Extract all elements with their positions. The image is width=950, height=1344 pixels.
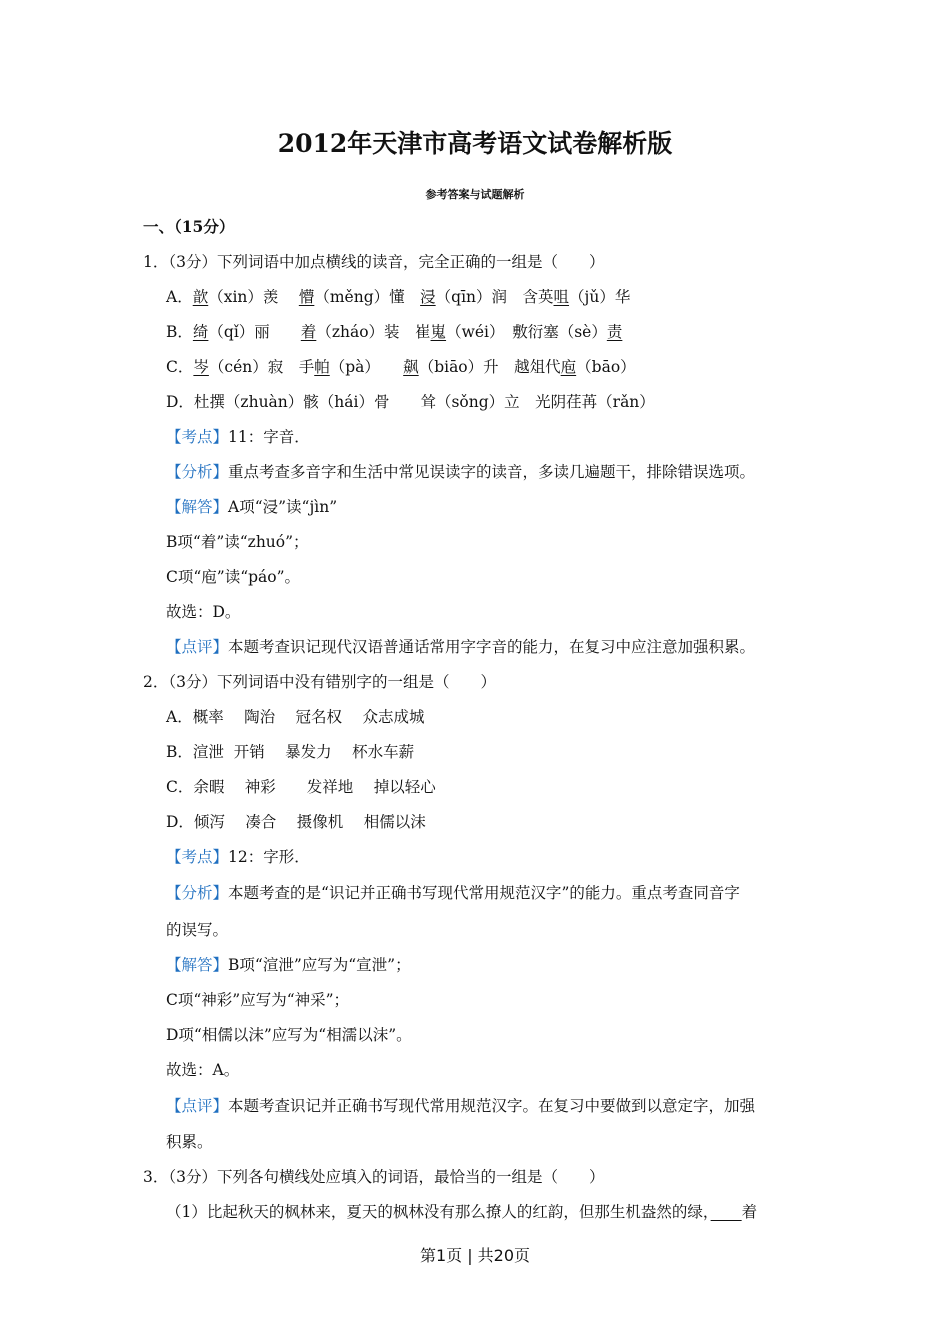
text-segment: 重点考查多音字和生活中常见误读字的读音，多读几遍题干，排除错误选项。 [228,463,756,481]
text-segment: A．概率 陶治 冠名权 众志成城 [166,708,425,726]
underlined-text: 着 [300,323,317,341]
text-segment: 的误写。 [166,921,229,939]
text-segment: A项“浸”读“jìn” [228,498,338,516]
text-segment: B．渲泄 开销 暴发力 杯水车薪 [166,743,415,761]
text-segment: （bāo） [576,358,636,376]
text-segment: B项“渲泄”应写为“宣泄”； [228,956,411,974]
text-segment: C． [166,358,194,376]
text-line [166,1202,757,1222]
text-segment: 着 [741,1203,758,1221]
text-segment: （wéi） 敷衍塞（sè） [446,323,607,341]
text-line [143,672,496,692]
text-line [143,252,604,272]
page-footer: 第1页 | 共20页 [419,1246,531,1265]
text-line [166,1096,755,1116]
text-segment: 2．（3分）下列词语中没有错别字的一组是（ ） [143,673,496,691]
section-tag: 【解答】 [166,956,229,974]
text-line [166,777,436,797]
text-line [166,602,240,622]
underlined-text: 绮 [192,323,209,341]
text-line [166,883,740,903]
text-segment: A． [166,288,193,306]
text-segment: （pà） [329,358,404,376]
text-line [166,287,630,307]
section-tag: 【解答】 [166,498,229,516]
text-segment: （jǔ）华 [569,288,631,306]
text-segment: D．倾泻 凑合 摄像机 相儒以沫 [166,813,426,831]
underlined-text: 懵 [298,288,315,306]
section-tag: 【点评】 [166,1097,229,1115]
section-heading: 一、（15分） [143,217,235,236]
text-segment: （xin）羡 [208,288,299,306]
text-line [166,392,655,412]
text-segment: （měng）懂 [314,288,421,306]
section-tag: 【点评】 [166,638,229,656]
text-segment: （cén）寂 手 [208,358,315,376]
text-line [166,742,414,762]
text-segment: （biāo）升 越俎代 [418,358,561,376]
text-segment: C．余暇 神彩 发祥地 掉以轻心 [166,778,436,796]
text-line [166,812,426,832]
underlined-text: 嵬 [430,323,447,341]
underlined-text: 歆 [192,288,209,306]
text-line [166,532,309,552]
text-segment: 故选：D。 [166,603,241,621]
text-segment: 本题考查的是“识记并正确书写现代常用规范汉字”的能力。重点考查同音字 [228,884,740,902]
section-tag: 【考点】 [166,428,229,446]
text-segment: 本题考查识记现代汉语普通话常用字字音的能力，在复习中应注意加强积累。 [228,638,756,656]
text-line [166,567,300,587]
text-line [166,637,755,657]
text-line [166,427,310,447]
text-segment: 故选：A。 [166,1061,240,1079]
text-segment: 1．（3分）下列词语中加点横线的读音，完全正确的一组是（ ） [143,253,605,271]
text-line [143,1167,604,1187]
text-segment: B． [166,323,193,341]
text-line [166,1132,213,1152]
text-line [166,920,228,940]
text-line [166,322,622,342]
underlined-text: 岑 [193,358,209,376]
text-segment: （qǐ）丽 [208,323,301,341]
section-tag: 【考点】 [166,848,229,866]
text-line [166,847,310,867]
text-line [166,357,636,377]
underlined-text: 浸 [420,288,436,306]
section-tag: 【分析】 [166,884,229,902]
underlined-text: 咀 [553,288,570,306]
text-line [166,462,755,482]
text-line [166,1025,412,1045]
text-segment: B项“着”读“zhuó”； [166,533,309,551]
text-segment: D项“相儒以沫”应写为“相濡以沫”。 [166,1026,412,1044]
document-subtitle: 参考答案与试题解析 [425,188,525,201]
text-segment: 3．（3分）下列各句横线处应填入的词语，最恰当的一组是（ ） [143,1168,605,1186]
text-line [166,955,411,975]
text-segment: （qīn）润 含英 [435,288,554,306]
text-segment: C项“神彩”应写为“神采”； [166,991,350,1009]
text-segment: 积累。 [166,1133,213,1151]
text-line [166,497,337,517]
text-segment: （zháo）装 崔 [316,323,431,341]
text-segment: （1）比起秋天的枫林来，夏天的枫林没有那么撩人的红韵，但那生机盎然的绿， [166,1203,711,1221]
text-line [166,990,349,1010]
text-segment: 12：字形． [228,848,310,866]
underlined-text: 庖 [560,358,577,376]
text-line [166,1060,239,1080]
text-segment: 11：字音． [228,428,310,446]
text-segment: D．杜撰（zhuàn）骸（hái）骨 耸（sǒng）立 光阴荏苒（rǎn） [166,393,655,411]
underlined-text: 飙 [403,358,419,376]
text-segment: C项“庖”读“páo”。 [166,568,301,586]
document-title: 2012年天津市高考语文试卷解析版 [277,129,673,158]
section-tag: 【分析】 [166,463,229,481]
text-segment: 本题考查识记并正确书写现代常用规范汉字。在复习中要做到以意定字，加强 [228,1097,756,1115]
text-line [166,707,424,727]
underlined-text: 责 [606,323,623,341]
underlined-text: 帕 [314,358,330,376]
underlined-text [711,1203,742,1221]
